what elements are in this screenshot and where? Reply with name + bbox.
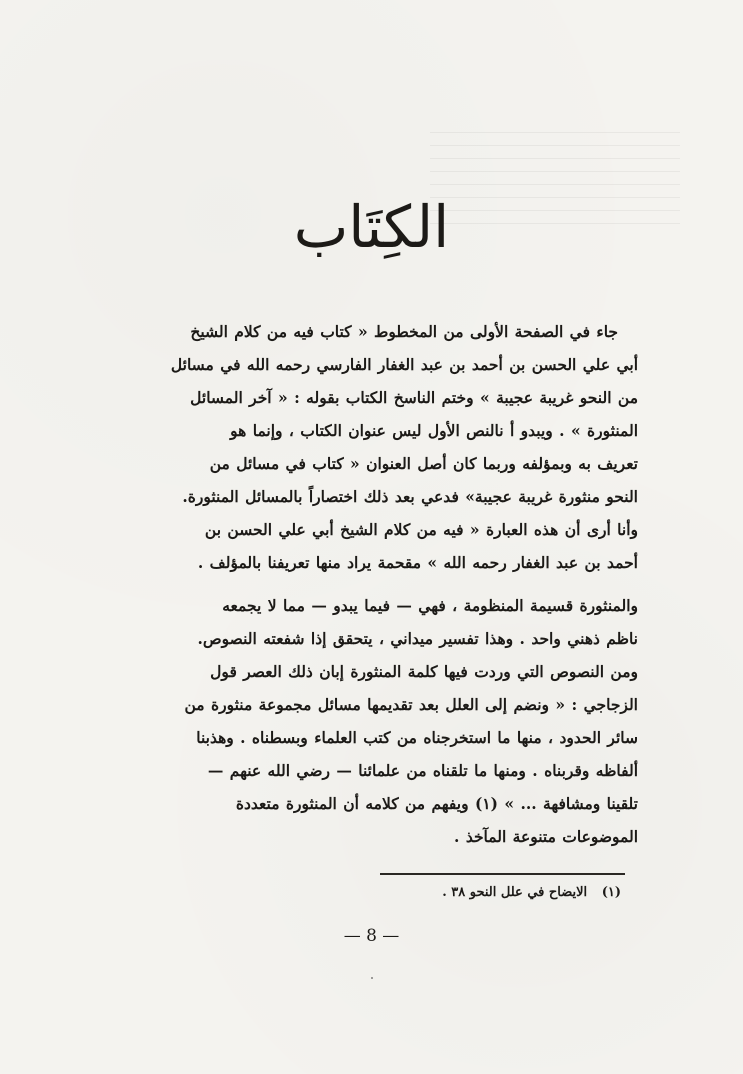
text-line: ألفاظه وقربناه . ومنها ما تلقناه من علمائنا — رضي الله عنهم — bbox=[207, 761, 638, 780]
footnote-divider bbox=[380, 873, 625, 875]
text-line: الزجاجي : « ونضم إلى العلل بعد تقديمها مسائل مجموعة منثورة من bbox=[184, 695, 638, 714]
text-line: والمنثورة قسيمة المنظومة ، فهي — فيما يبدو — مما لا يجمعه bbox=[222, 596, 638, 615]
text-line: وأنا أرى أن هذه العبارة « فيه من كلام الشيخ أبي علي الحسن بن bbox=[204, 520, 638, 539]
text-line: تلقينا ومشافهة ... » (١) ويفهم من كلامه أن المنثورة متعددة bbox=[235, 794, 638, 813]
main-text bbox=[123, 315, 638, 853]
footnote-marker: (١) bbox=[601, 885, 621, 900]
page-title: الكِتَاب bbox=[293, 193, 450, 261]
text-line: تعريف به وبمؤلفه وربما كان أصل العنوان « كتاب في مسائل من bbox=[209, 454, 638, 473]
paragraph-1 bbox=[123, 315, 638, 579]
text-line: الموضوعات متنوعة المآخذ . bbox=[454, 827, 638, 846]
paragraph-2 bbox=[123, 589, 638, 853]
text-line: أبي علي الحسن بن أحمد بن عبد الغفار الفارسي رحمه الله في مسائل bbox=[170, 355, 638, 374]
paper-speck bbox=[371, 977, 373, 979]
text-line: من النحو غريبة عجيبة » وختم الناسخ الكتاب بقوله : « آخر المسائل bbox=[190, 388, 638, 407]
text-line: سائر الحدود ، منها ما استخرجناه من كتب العلماء وبسطناه . وهذبنا bbox=[196, 728, 638, 747]
page-number: — 8 — bbox=[343, 926, 400, 946]
text-line: جاء في الصفحة الأولى من المخطوط « كتاب فيه من كلام الشيخ bbox=[190, 322, 618, 341]
footnote bbox=[442, 884, 621, 902]
text-line: أحمد بن عبد الغفار رحمه الله » مقحمة يراد منها تعريفنا بالمؤلف . bbox=[197, 553, 638, 572]
text-line: النحو منثورة غريبة عجيبة» فدعي بعد ذلك اختصاراً بالمسائل المنثورة. bbox=[182, 487, 638, 506]
text-line: ومن النصوص التي وردت فيها كلمة المنثورة إبان ذلك العصر قول bbox=[210, 662, 638, 681]
text-line: ناظم ذهني واحد . وهذا تفسير ميداني ، يتحقق إذا شفعته النصوص. bbox=[197, 629, 638, 648]
text-line: المنثورة » . ويبدو أ نالنص الأول ليس عنوان الكتاب ، وإنما هو bbox=[230, 421, 638, 440]
footnote-text: الايضاح في علل النحو ٣٨ . bbox=[442, 885, 588, 900]
